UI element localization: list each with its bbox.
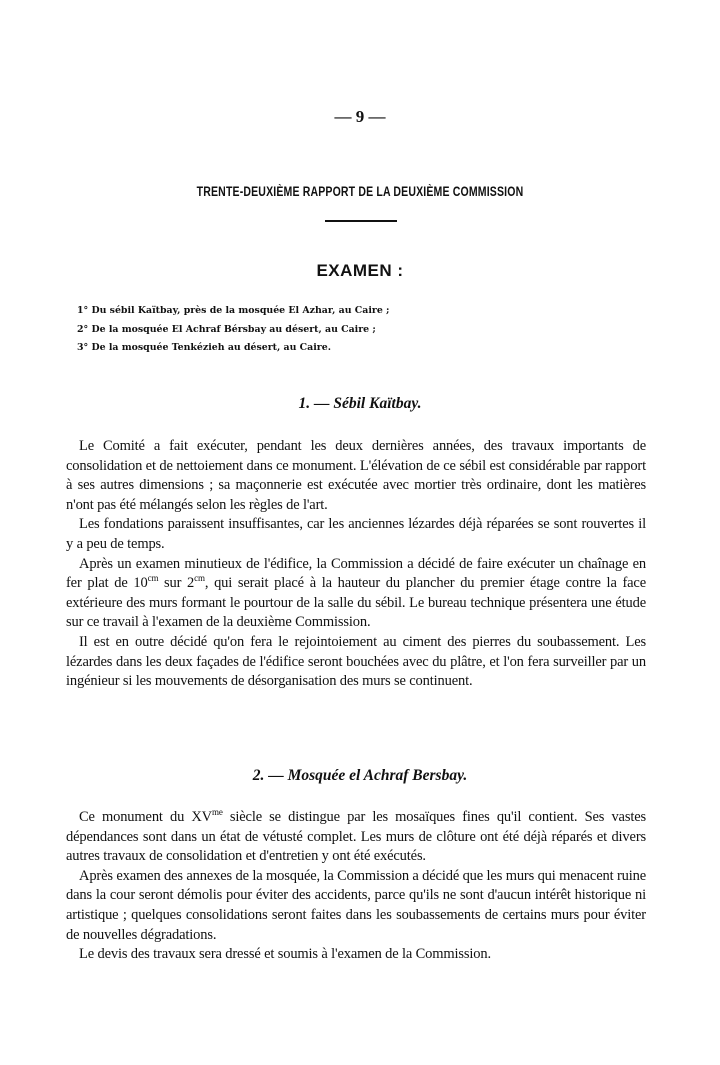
paragraph-text: Après un examen minutieux de l'édifice, la Commission a décidé de faire exécuter un chaînage en fer plat de 10 — [66, 555, 646, 592]
paragraph-text: , qui serait placé à la hauteur du plancher du premier étage contre la face extérieure des murs formant le pourtour de la salle du sébil. Le bureau technique présentera une étude sur ce travail à l'examen de la deuxième Commission. — [66, 575, 647, 631]
section-1-body — [66, 437, 646, 692]
section-heading-sebil-kaitbay: 1. — Sébil Kaïtbay. — [298, 395, 422, 412]
paragraph: Le Comité a fait exécuter, pendant les deux dernières années, des travaux importants de consolidation et de nettoiement dans ce monument. L'élévation de ce sébil est considérable par rapport à ses autres dimensions ; sa maçonnerie est exécutée avec mortier très ordinaire, dont les matières n'ont pas été mélangés selon les règles de l'art. — [66, 438, 646, 513]
examen-item: 2° De la mosquée El Achraf Bérsbay au désert, au Caire ; — [77, 323, 376, 335]
century-superscript: me — [212, 807, 223, 818]
paragraph — [66, 808, 646, 867]
section-2-body — [66, 808, 646, 965]
paragraph: Après examen des annexes de la mosquée, la Commission a décidé que les murs qui menacent ruine dans la cour seront démolis pour éviter des accidents, parce qu'ils ne sont d'aucun intérêt historique ni artistique ; quelques consolidations seront faites dans les soubassements de certains murs pour éviter de nouvelles dégradations. — [66, 867, 646, 943]
examen-item: 1° Du sébil Kaïtbay, près de la mosquée El Azhar, au Caire ; — [77, 305, 390, 316]
section-heading-mosquee-achraf: 2. — Mosquée el Achraf Bersbay. — [252, 767, 468, 784]
paragraph: Le devis des travaux sera dressé et soumis à l'examen de la Commission. — [79, 946, 491, 963]
unit-superscript: cm — [194, 573, 205, 584]
paragraph-text: Ce monument du XV — [79, 809, 212, 825]
examen-list — [77, 302, 677, 358]
title-divider — [325, 220, 397, 222]
unit-superscript: cm — [147, 573, 159, 584]
paragraph: Il est en outre décidé qu'on fera le rejointoiement au ciment des pierres du soubassement. Les lézardes dans les deux façades de l'édifice seront bouchées avec du plâtre, et l'on fera surveiller par un ingénieur si les mouvements de désorganisation des murs se continuent. — [66, 633, 646, 690]
paragraph-text: siècle se distingue par les mosaïques fines qu'il contient. Ses vastes dépendances sont dans un état de vétusté complet. Les murs de clôture ont été déjà réparés et divers autres travaux de consolidation et d'entretien y ont été exécutés. — [66, 809, 646, 865]
paragraph — [66, 555, 646, 633]
examen-item: 3° De la mosquée Tenkézieh au désert, au Caire. — [77, 342, 331, 353]
page-number: — 9 — — [334, 107, 386, 126]
examen-heading: EXAMEN : — [316, 261, 404, 280]
paragraph: Les fondations paraissent insuffisantes, car les anciennes lézardes déjà réparées se sont rouvertes il y a peu de temps. — [66, 516, 646, 552]
paragraph-text: sur 2 — [158, 575, 195, 592]
report-title: TRENTE-DEUXIÈME RAPPORT DE LA DEUXIÈME COMMISSION — [196, 184, 524, 199]
